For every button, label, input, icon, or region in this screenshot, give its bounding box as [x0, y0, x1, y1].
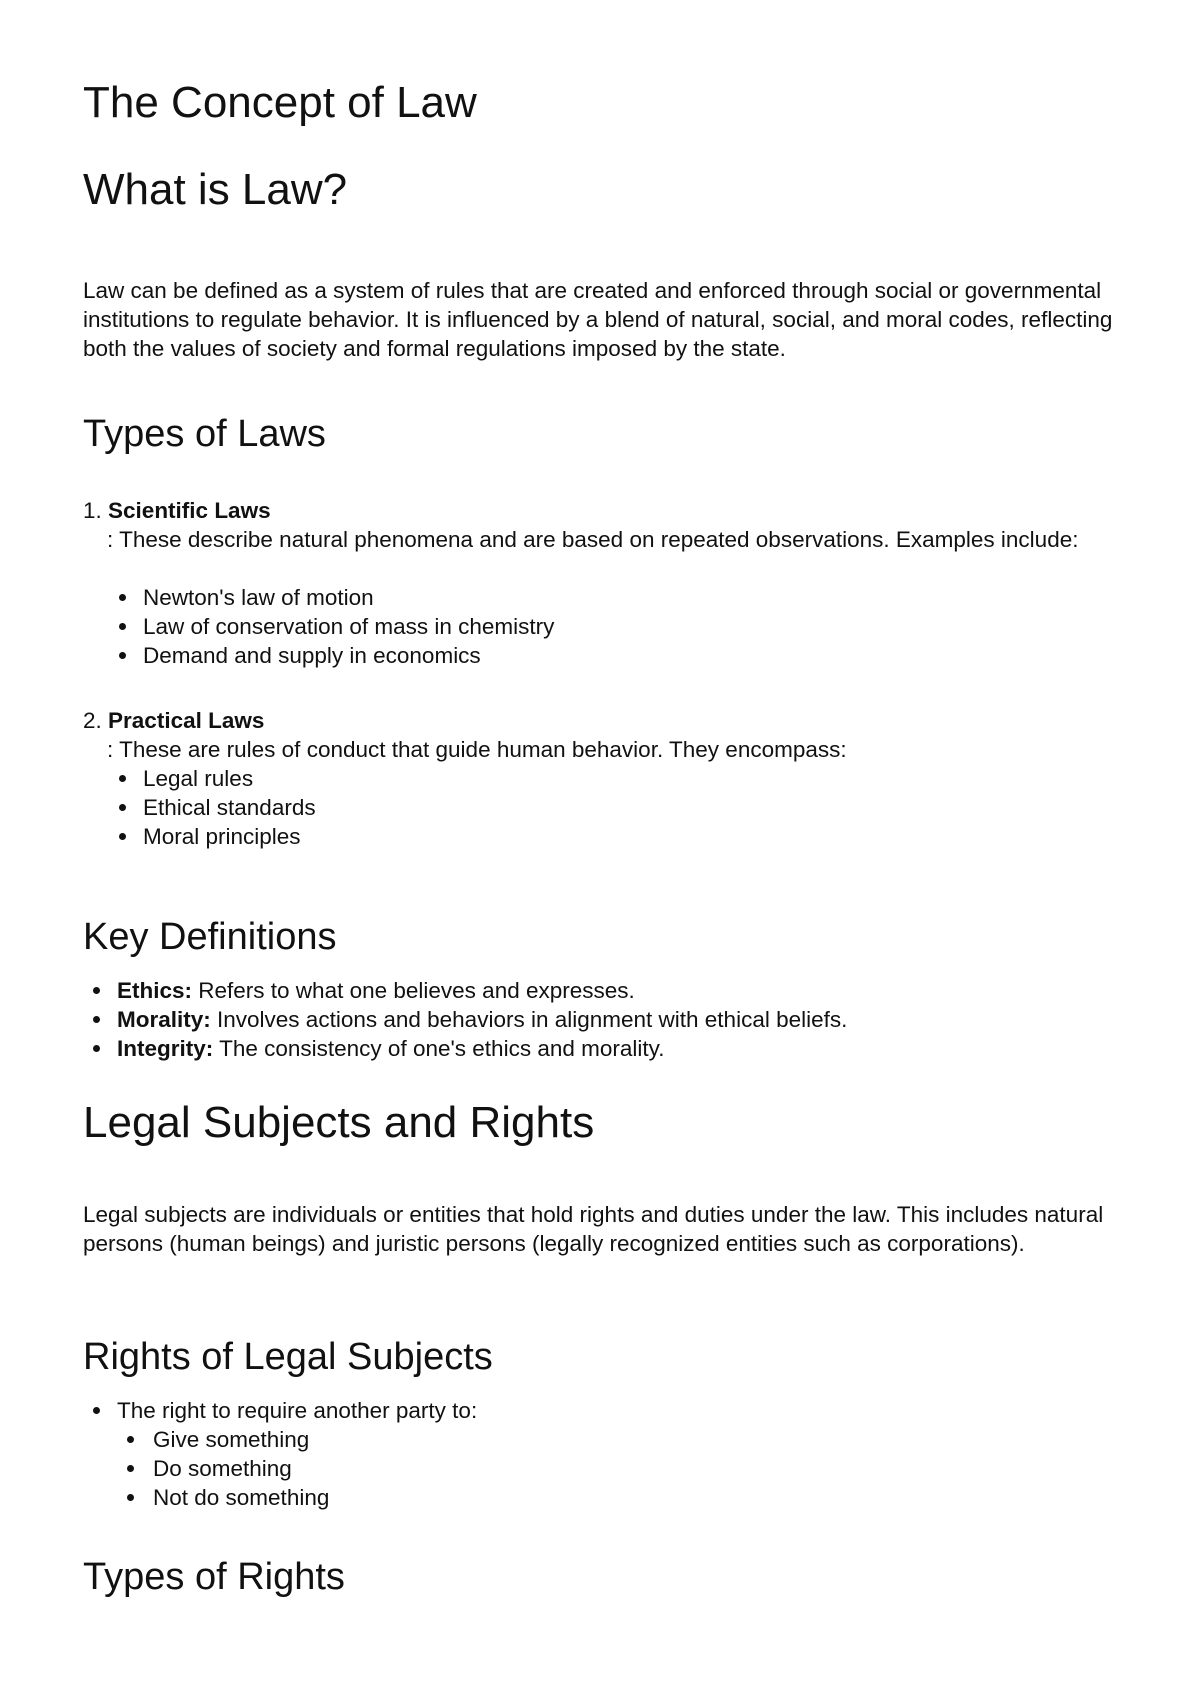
definitions-list [83, 976, 847, 1063]
bullet-icon [127, 1494, 134, 1501]
rights-lead-item: The right to require another party to: [83, 1396, 477, 1425]
heading-rights-of-legal-subjects: Rights of Legal Subjects [83, 1336, 493, 1378]
bullet-icon [127, 1436, 134, 1443]
definition-item-integrity [83, 1034, 847, 1063]
heading-what-is-law: What is Law? [83, 165, 348, 214]
bullet-icon [119, 623, 126, 630]
practical-examples-list [113, 764, 316, 851]
list-item: Law of conservation of mass in chemistry [113, 612, 554, 641]
bullet-icon [93, 987, 100, 994]
rights-sublist [117, 1425, 329, 1512]
heading-types-of-laws: Types of Laws [83, 413, 326, 455]
definition-text: The consistency of one's ethics and morality. [213, 1036, 665, 1061]
types-item-title: Scientific Laws [108, 498, 271, 523]
bullet-icon [119, 652, 126, 659]
types-item-description: : These are rules of conduct that guide human behavior. They encompass: [107, 737, 847, 762]
definition-text: Refers to what one believes and expresses. [192, 978, 635, 1003]
types-item-1 [83, 496, 1113, 554]
legal-subjects-paragraph: Legal subjects are individuals or entities that hold rights and duties under the law. This includes natural persons (human beings) and juristic persons (legally recognized entities such as corporations). [83, 1202, 1104, 1256]
definition-term: Morality: [117, 1007, 211, 1032]
types-item-2 [83, 706, 1113, 764]
definition-term: Integrity: [117, 1036, 214, 1061]
list-item: Ethical standards [113, 793, 316, 822]
types-item-title: Practical Laws [108, 708, 265, 733]
bullet-icon [119, 775, 126, 782]
bullet-icon [93, 1045, 100, 1052]
definition-item-ethics [83, 976, 847, 1005]
list-item: Legal rules [113, 764, 316, 793]
bullet-icon [93, 1016, 100, 1023]
bullet-icon [127, 1465, 134, 1472]
list-item: Moral principles [113, 822, 316, 851]
bullet-icon [119, 594, 126, 601]
what-is-law-paragraph: Law can be defined as a system of rules that are created and enforced through social or governmental institutions to regulate behavior. It is influenced by a blend of natural, social, and moral codes, reflecting both the values of society and formal regulations imposed by the state. [83, 278, 1113, 361]
heading-types-of-rights: Types of Rights [83, 1556, 345, 1598]
types-item-description: : These describe natural phenomena and are based on repeated observations. Examples include: [107, 527, 1079, 552]
bullet-icon [119, 804, 126, 811]
list-item: Demand and supply in economics [113, 641, 554, 670]
bullet-icon [119, 833, 126, 840]
definition-item-morality [83, 1005, 847, 1034]
bullet-icon [93, 1407, 100, 1414]
types-item-number: 2. [83, 708, 102, 733]
heading-key-definitions: Key Definitions [83, 916, 337, 958]
rights-list [83, 1396, 477, 1425]
list-item: Give something [117, 1425, 329, 1454]
list-item: Newton's law of motion [113, 583, 554, 612]
list-item: Do something [117, 1454, 329, 1483]
document-title: The Concept of Law [83, 78, 477, 127]
definition-text: Involves actions and behaviors in alignment with ethical beliefs. [210, 1007, 848, 1032]
list-item: Not do something [117, 1483, 329, 1512]
definition-term: Ethics: [117, 978, 193, 1003]
types-item-number: 1. [83, 498, 102, 523]
heading-legal-subjects: Legal Subjects and Rights [83, 1098, 595, 1147]
scientific-examples-list [113, 583, 554, 670]
